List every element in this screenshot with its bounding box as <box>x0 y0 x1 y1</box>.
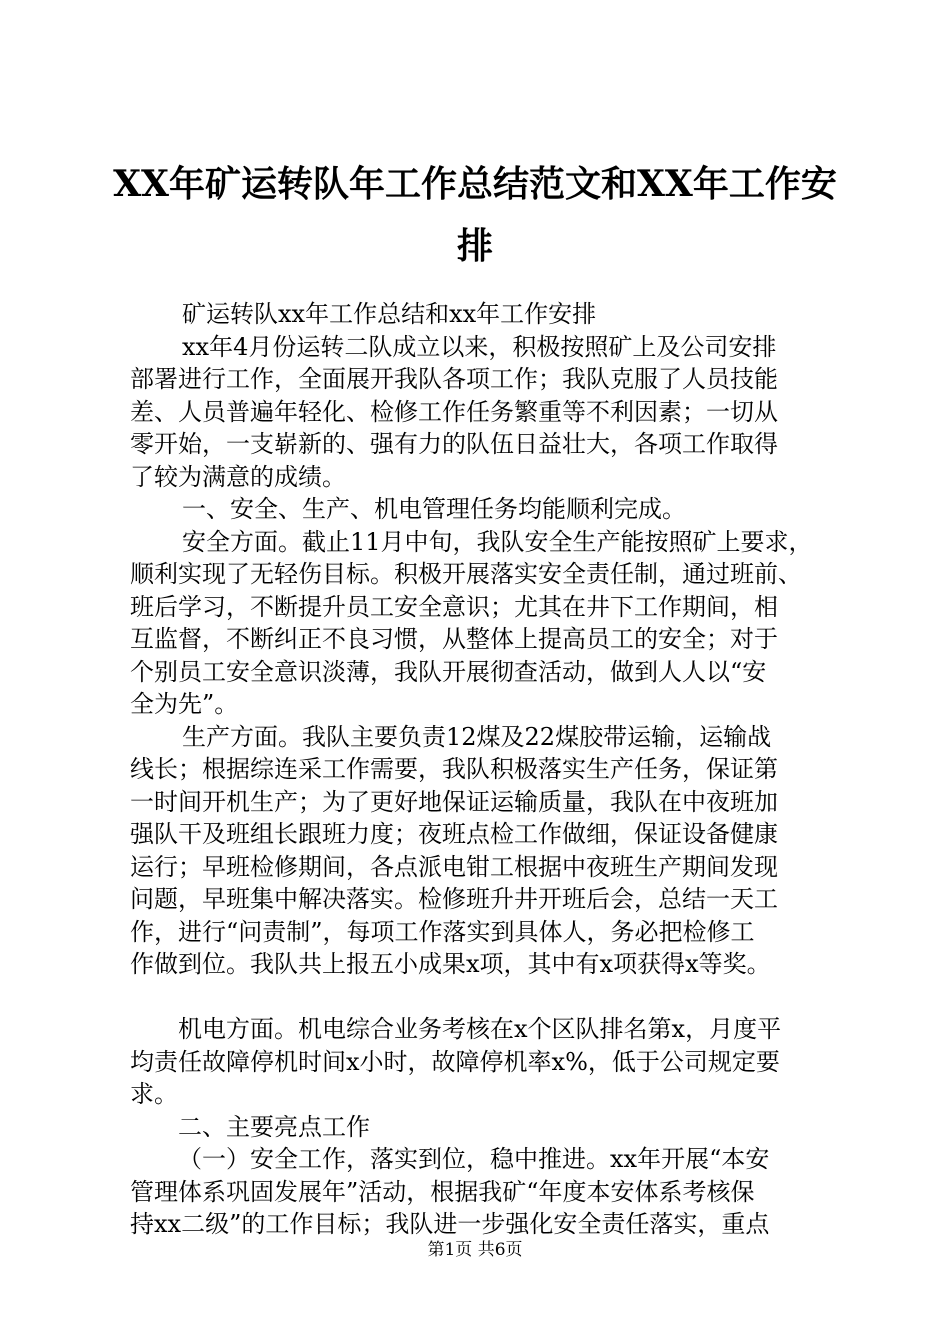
paragraph-line: 问题，早班集中解决落实。检修班升井开班后会，总结一天工 <box>130 885 778 913</box>
paragraph-line: 均责任故障停机时间x小时，故障停机率x%，低于公司规定要 <box>130 1047 780 1076</box>
paragraph-line: 安全方面。截止11月中旬，我队安全生产能按照矿上要求， <box>182 527 813 556</box>
paragraph-line: （一）安全工作，落实到位，稳中推进。xx年开展“本安 <box>178 1145 770 1173</box>
paragraph-line: 互监督，不断纠正不良习惯，从整体上提高员工的安全；对于 <box>130 625 778 653</box>
paragraph-line: 强队干及班组长跟班力度；夜班点检工作做细，保证设备健康 <box>130 820 778 848</box>
paragraph-line: 了较为满意的成绩。 <box>130 462 346 491</box>
paragraph-line: 顺利实现了无轻伤目标。积极开展落实安全责任制，通过班前、 <box>130 560 802 588</box>
paragraph-line: 持xx二级”的工作目标；我队进一步强化安全责任落实，重点 <box>130 1210 770 1238</box>
paragraph-line: 作，进行“问责制”，每项工作落实到具体人，务必把检修工 <box>130 917 755 946</box>
paragraph-line: xx年4月份运转二队成立以来，积极按照矿上及公司安排 <box>182 332 777 361</box>
paragraph-line: 求。 <box>130 1080 178 1108</box>
page-footer: 第1页 共6页 <box>427 1240 523 1260</box>
paragraph-line: 差、人员普遍年轻化、检修工作任务繁重等不利因素；一切从 <box>130 397 778 426</box>
section-heading: 二、主要亮点工作 <box>178 1112 370 1141</box>
paragraph-line: 零开始，一支崭新的、强有力的队伍日益壮大，各项工作取得 <box>130 430 778 458</box>
document-title-line-1: XX年矿运转队年工作总结范文和XX年工作安 <box>113 163 837 205</box>
paragraph-line: 管理体系巩固发展年”活动，根据我矿“年度本安体系考核保 <box>130 1177 755 1206</box>
paragraph-line: 部署进行工作，全面展开我队各项工作；我队克服了人员技能 <box>130 365 778 393</box>
paragraph-line: 作做到位。我队共上报五小成果x项，其中有x项获得x等奖。 <box>130 950 771 978</box>
paragraph-line: 运行；早班检修期间，各点派电钳工根据中夜班生产期间发现 <box>130 852 778 881</box>
paragraph-line: 一时间开机生产；为了更好地保证运输质量，我队在中夜班加 <box>130 787 778 816</box>
section-heading: 一、安全、生产、机电管理任务均能顺利完成。 <box>182 495 686 523</box>
paragraph-line: 班后学习，不断提升员工安全意识；尤其在井下工作期间，相 <box>130 592 778 621</box>
paragraph-line: 个别员工安全意识淡薄，我队开展彻查活动，做到人人以“安 <box>130 657 767 686</box>
paragraph-line: 机电方面。机电综合业务考核在x个区队排名第x，月度平 <box>178 1015 782 1043</box>
paragraph-line: 全为先”。 <box>130 690 239 718</box>
subtitle-line: 矿运转队xx年工作总结和xx年工作安排 <box>182 300 597 328</box>
document-title-line-2: 排 <box>456 225 493 267</box>
blank-line <box>130 981 830 1014</box>
document-body <box>130 298 830 1241</box>
paragraph-line: 生产方面。我队主要负责12煤及22煤胶带运输，运输战 <box>182 722 772 751</box>
paragraph-line: 线长；根据综连采工作需要，我队积极落实生产任务，保证第 <box>130 755 778 783</box>
